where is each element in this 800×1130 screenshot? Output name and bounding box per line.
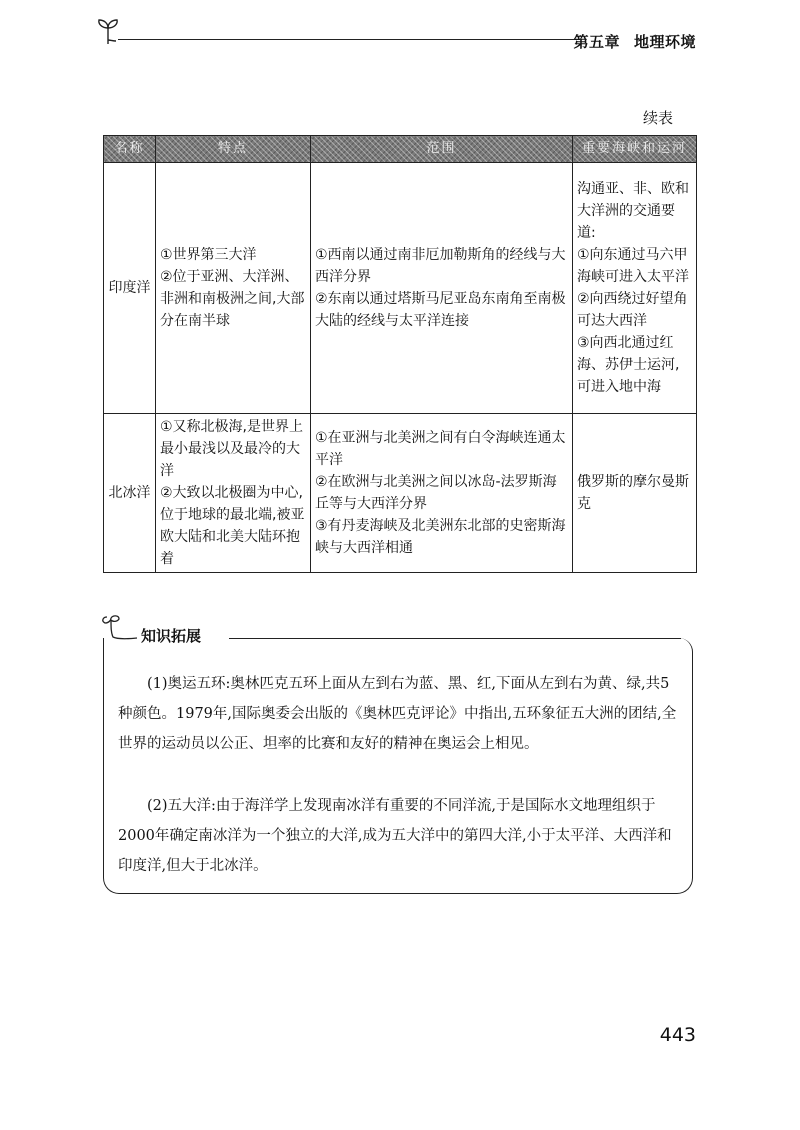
feature-item: ①又称北极海,是世界上最小最浅以及最冷的大洋 (160, 419, 304, 479)
feature-item: ②位于亚洲、大洋洲、非洲和南极洲之间,大部分在南半球 (160, 269, 305, 329)
features-cell (156, 414, 311, 573)
strait-item: 俄罗斯的摩尔曼斯克 (577, 474, 689, 512)
range-item: ②在欧洲与北美洲之间以冰岛-法罗斯海丘等与大西洋分界 (315, 474, 557, 512)
oceans-table (103, 135, 697, 573)
running-header (96, 18, 706, 58)
straits-cell (573, 414, 697, 573)
ocean-name: 印度洋 (104, 163, 156, 414)
page-number: 443 (659, 1024, 696, 1046)
knowledge-box-title: 知识拓展 (141, 627, 202, 645)
column-header-name: 名称 (104, 136, 156, 163)
ocean-name: 北冰洋 (104, 414, 156, 573)
continued-label: 续表 (642, 109, 673, 127)
range-item: ①在亚洲与北美洲之间有白令海峡连通太平洋 (315, 430, 566, 468)
range-cell (311, 163, 573, 414)
column-header-range: 范围 (311, 136, 573, 163)
strait-item: ②向西绕过好望角可达大西洋 (577, 291, 688, 329)
strait-item: ③向西北通过红海、苏伊士运河,可进入地中海 (577, 335, 680, 395)
table-row (104, 163, 697, 414)
range-item: ③有丹麦海峡及北美洲东北部的史密斯海峡与大西洋相通 (315, 518, 566, 556)
chapter-number: 第五章 (573, 33, 620, 51)
range-cell (311, 414, 573, 573)
feature-item: ①世界第三大洋 (160, 247, 257, 263)
knowledge-paragraph: (1)奥运五环:奥林匹克五环上面从左到右为蓝、黑、红,下面从左到右为黄、绿,共5种颜色。1979年,国际奥委会出版的《奥林匹克评论》中指出,五环象征五大洲的团结,全世界的运动员以公正、坦率的比赛和友好的精神在奥运会上相见。 (118, 676, 677, 752)
strait-item: 沟通亚、非、欧和大洋洲的交通要道: (577, 181, 689, 241)
straits-cell (573, 163, 697, 414)
header-rule (118, 39, 580, 40)
column-header-features: 特点 (156, 136, 311, 163)
knowledge-box (103, 638, 693, 894)
range-item: ①西南以通过南非厄加勒斯角的经线与大西洋分界 (315, 247, 566, 285)
chapter-topic: 地理环境 (633, 33, 696, 51)
sprout-icon (96, 18, 122, 46)
strait-item: ①向东通过马六甲海峡可进入太平洋 (577, 247, 689, 285)
column-header-straits: 重要海峡和运河 (573, 136, 697, 163)
range-item: ②东南以通过塔斯马尼亚岛东南角至南极大陆的经线与太平洋连接 (315, 291, 566, 329)
table-row (104, 414, 697, 573)
chapter-title (573, 31, 696, 52)
feature-item: ②大致以北极圈为中心,位于地球的最北端,被亚欧大陆和北美大陆环抱着 (160, 485, 305, 567)
features-cell (156, 163, 311, 414)
knowledge-paragraph: (2)五大洋:由于海洋学上发现南冰洋有重要的不同洋流,于是国际水文地理组织于2000年确定南冰洋为一个独立的大洋,成为五大洋中的第四大洋,小于太平洋、大西洋和印度洋,但大于北冰洋。 (118, 798, 672, 874)
table-header-row (104, 136, 697, 163)
